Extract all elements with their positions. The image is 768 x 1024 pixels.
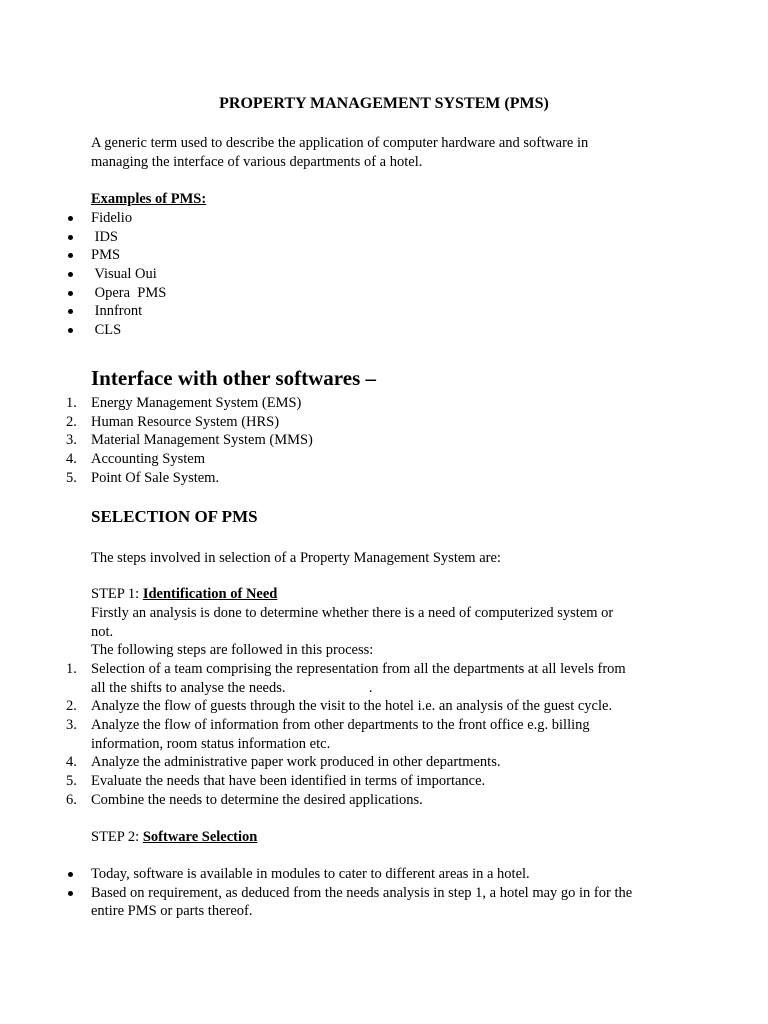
bullet-icon [68,253,73,258]
list-item: 2. Analyze the flow of guests through the visit to the hotel i.e. an analysis of the guest cycle. [66,698,613,715]
page-title: PROPERTY MANAGEMENT SYSTEM (PMS) [219,95,549,112]
list-item: Opera PMS [0,284,166,303]
bullet-icon [68,235,73,240]
bullet-icon [68,291,73,296]
list-item: 3. Analyze the flow of information from other departments to the front office e.g. billing information, room status information etc. [66,717,590,752]
list-item: Visual Oui [0,265,166,284]
bullet-icon [68,272,73,277]
step1-line-1: Firstly an analysis is done to determine whether there is a need of computerized system or [91,605,614,621]
bullet-icon [68,872,73,877]
list-item: 1. Selection of a team comprising the representation from all the departments at all levels from all the shifts to analyse the needs. . [66,661,626,696]
step2-title: Software Selection [142,829,258,845]
list-item: CLS [0,321,166,340]
intro-line-1: A generic term used to describe the application of computer hardware and software in [91,135,589,151]
list-item: 5. Evaluate the needs that have been identified in terms of importance. [66,773,486,790]
list-item: Based on requirement, as deduced from the needs analysis in step 1, a hotel may go in for the entire PMS or parts thereof. [0,884,681,921]
step1-heading [91,585,277,604]
list-item: 4. Accounting System [66,451,205,468]
interface-heading: Interface with other softwares – [91,366,376,390]
list-item: 1. Energy Management System (EMS) [66,395,302,411]
step2-heading [91,828,257,847]
examples-list [0,209,166,340]
list-item: 4. Analyze the administrative paper work produced in other departments. [66,754,501,771]
step1-list [0,660,681,810]
bullet-icon [68,216,73,221]
list-item: 2. Human Resource System (HRS) [66,413,280,430]
step1-line-2: not. [91,624,114,640]
step1-prefix: STEP 1: [91,586,143,602]
step2-prefix: STEP 2: [91,829,143,845]
examples-heading: Examples of PMS: [91,191,207,207]
list-item: Innfront [0,302,166,321]
list-item: IDS [0,228,166,247]
list-item: 3. Material Management System (MMS) [66,432,313,449]
bullet-icon [68,328,73,333]
interfaces-list [0,394,313,487]
list-item: Fidelio [0,209,166,228]
list-item: 5. Point Of Sale System. [66,469,220,486]
step1-line-3: The following steps are followed in this process: [91,642,374,658]
list-item: 6. Combine the needs to determine the desired applications. [66,791,423,808]
intro-line-2: managing the interface of various departments of a hotel. [91,154,423,170]
step2-list [0,865,681,921]
selection-intro: The steps involved in selection of a Property Management System are: [91,550,501,566]
bullet-icon [68,891,73,896]
list-item: PMS [0,246,166,265]
selection-heading: SELECTION OF PMS [91,507,258,526]
bullet-icon [68,309,73,314]
list-item: Today, software is available in modules to cater to different areas in a hotel. [0,865,681,884]
step1-title: Identification of Need [142,586,278,602]
